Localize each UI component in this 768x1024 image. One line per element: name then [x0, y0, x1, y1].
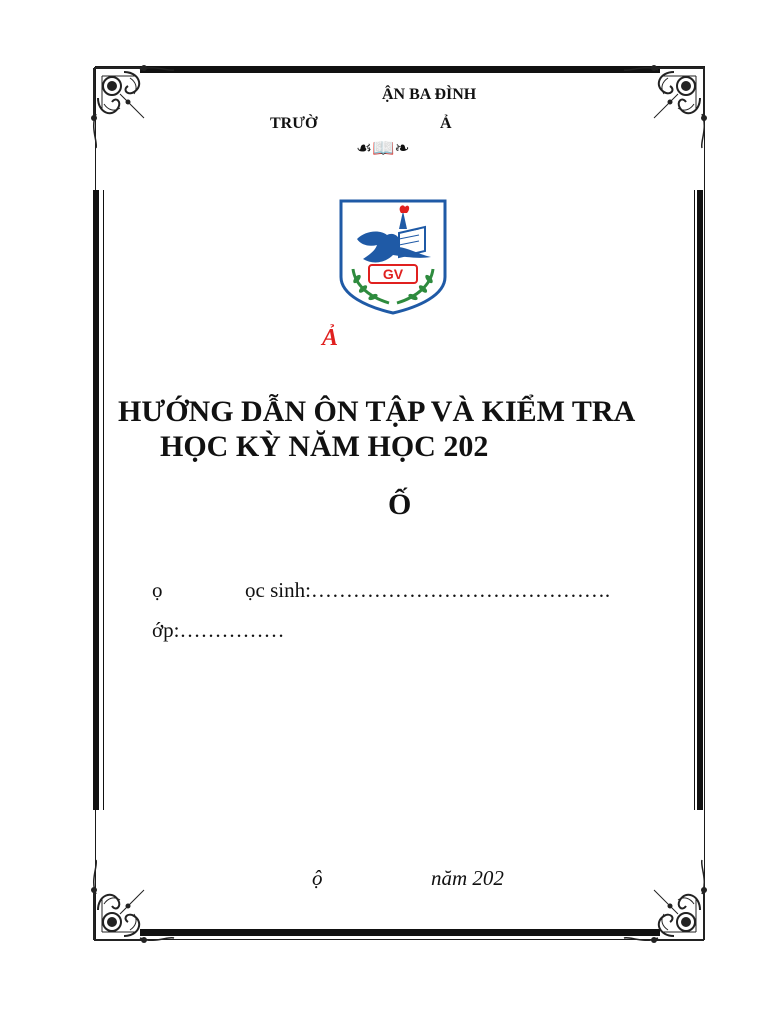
subject-heading: Ố: [388, 488, 412, 521]
red-heading-mark: Ả: [322, 325, 339, 351]
svg-text:GV: GV: [382, 266, 404, 282]
footer-year: năm 202: [431, 866, 504, 890]
border-bar-top: [140, 66, 660, 73]
school-name-left: TRƯỜ: [270, 115, 318, 132]
border-bar-right: [697, 190, 703, 810]
corner-ornament-icon: [594, 58, 714, 178]
corner-ornament-icon: [84, 58, 204, 178]
corner-ornament-icon: [594, 830, 714, 950]
border-line-right: [694, 190, 695, 810]
school-logo: [339, 199, 447, 315]
document-title-line-2: HỌC KỲ NĂM HỌC 202: [160, 430, 489, 463]
border-bar-left: [93, 190, 99, 810]
border-line-left: [103, 190, 104, 810]
department-name: ẬN BA ĐÌNH: [382, 86, 477, 103]
student-name-field: ọc sinh:…………………………………….: [245, 578, 611, 602]
school-name-right: Ả: [440, 115, 452, 132]
class-field: ớp:……………: [152, 618, 285, 642]
corner-ornament-icon: [84, 830, 204, 950]
student-name-label-prefix: ọ: [152, 578, 163, 602]
book-ornament-icon: ☙📖❧: [356, 138, 410, 158]
border-bar-bottom: [140, 929, 660, 936]
document-title-line-1: HƯỚNG DẪN ÔN TẬP VÀ KIỂM TRA: [118, 395, 636, 428]
footer-place: ộ: [312, 866, 323, 890]
